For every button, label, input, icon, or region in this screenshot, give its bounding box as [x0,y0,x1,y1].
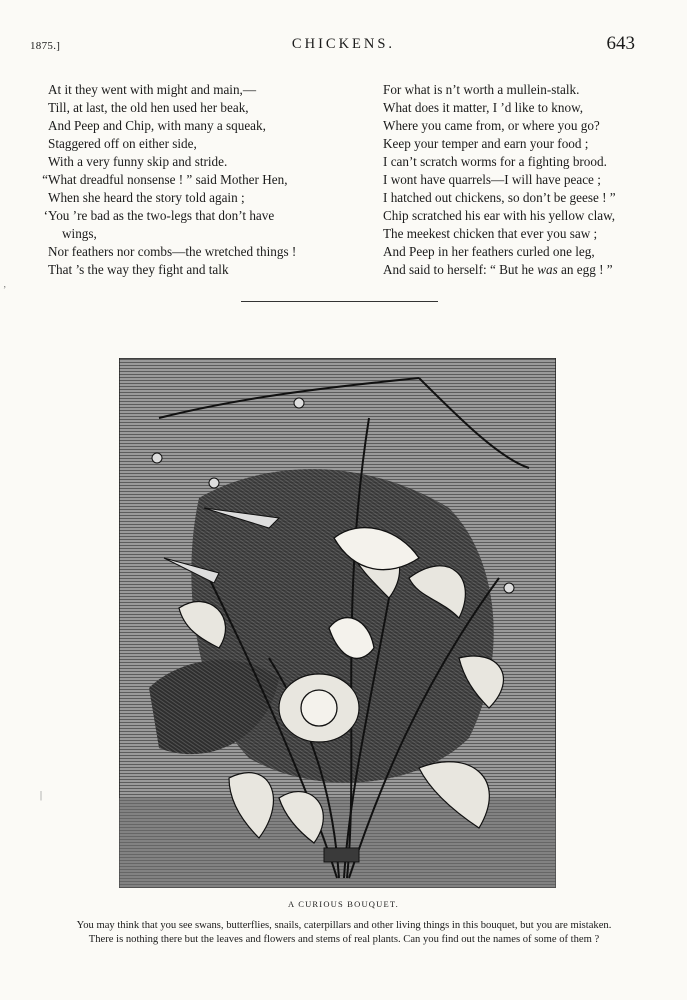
line-text: When she heard the story told again ; [48,190,245,205]
margin-mark: ’ [3,285,7,296]
poem-line-text [383,207,615,225]
poem-line [20,225,338,243]
opening-quote [20,117,48,135]
opening-quote [20,99,48,117]
line-text: And Peep and Chip, with many a squeak, [48,118,266,133]
opening-quote [355,99,383,117]
opening-quote [355,135,383,153]
poem-line-text [48,99,249,117]
poem-line [20,81,338,99]
opening-quote [355,153,383,171]
poem-line [355,117,671,135]
opening-quote [20,261,48,279]
illustration-caption: A CURIOUS BOUQUET. [288,899,399,909]
poem-line [355,207,671,225]
line-text: Where you came from, or where you go? [383,118,600,133]
poem-line-text [383,117,600,135]
opening-quote [355,207,383,225]
margin-mark: | [40,790,43,801]
line-text: I hatched out chickens, so don’t be geese ! ” [383,190,616,205]
poem-line [20,135,338,153]
poem-left-column [20,81,338,279]
opening-quote [20,225,48,243]
line-text: At it they went with might and main,— [48,82,257,97]
poem-line [20,99,338,117]
line-text: Keep your temper and earn your food ; [383,136,589,151]
poem-line-text [383,189,616,207]
line-text: And said to herself: “ But he [383,262,538,277]
poem-line [20,189,338,207]
poem-line [20,153,338,171]
poem-line-text [48,135,197,153]
line-text: I can’t scratch worms for a fighting brood. [383,154,607,169]
poem-line [20,207,338,225]
poem-line-text [48,153,227,171]
opening-quote [20,189,48,207]
poem-line [355,171,671,189]
poem-line [20,261,338,279]
poem-right-column [355,81,671,279]
poem-line-text [383,243,595,261]
illustration-note [30,919,658,947]
opening-quote: “ [42,172,48,187]
line-text: I wont have quarrels—I will have peace ; [383,172,601,187]
poem-line-text [383,99,583,117]
poem-line [355,135,671,153]
poem-line [20,243,338,261]
opening-quote [20,135,48,153]
header-year: 1875.] [30,40,61,52]
line-text: wings, [62,226,97,241]
poem-line [355,261,671,279]
poem-line [20,117,338,135]
running-title: CHICKENS. [291,36,396,52]
poem-line-text [48,261,229,279]
poem-line-text [383,135,588,153]
poem-line-text [48,117,266,135]
section-divider [241,301,438,302]
poem-line [355,153,671,171]
line-text: Till, at last, the old hen used her beak, [48,100,249,115]
line-text: With a very funny skip and stride. [48,154,228,169]
poem-line [355,189,671,207]
poem-line [355,81,671,99]
opening-quote [355,117,383,135]
poem-line-text [48,243,296,261]
note-line-1: You may think that you see swans, butterflies, snails, caterpillars and other living things in this bouquet, but you are mistaken. [76,920,612,931]
line-text: For what is n’t worth a mullein-stalk. [383,82,580,97]
line-text: Staggered off on either side, [48,136,197,151]
poem-line-text [383,81,579,99]
note-line-2: There is nothing there but the leaves and flowers and stems of real plants. Can you find out the names of some of them ? [88,934,600,945]
line-text: What dreadful nonsense ! ” said Mother Hen, [48,172,288,187]
line-text: And Peep in her feathers curled one leg, [383,244,595,259]
poem-line [20,171,338,189]
line-text: Chip scratched his ear with his yellow claw, [383,208,616,223]
poem-line-text [48,189,245,207]
opening-quote [20,153,48,171]
line-text-end: an egg ! ” [557,262,613,277]
opening-quote [355,171,383,189]
poem-line-text [48,225,97,243]
poem-line-text [383,225,597,243]
poem-line-text [383,261,613,279]
poem-line-text [383,153,607,171]
poem-line-text [383,171,601,189]
opening-quote [355,225,383,243]
line-text: You ’re bad as the two-legs that don’t have [48,208,275,223]
opening-quote [355,261,383,279]
opening-quote [355,81,383,99]
line-text: That ’s the way they fight and talk [48,262,229,277]
poem-line-text [48,207,274,225]
opening-quote [355,243,383,261]
opening-quote: ‘ [43,208,48,223]
italic-word: was [537,262,558,277]
line-text: What does it matter, I ’d like to know, [383,100,584,115]
line-text: The meekest chicken that ever you saw ; [383,226,598,241]
opening-quote [20,81,48,99]
page-number: 643 [606,33,635,54]
opening-quote [355,189,383,207]
poem-line [355,243,671,261]
poem-line [355,225,671,243]
opening-quote [20,243,48,261]
poem-line-text [48,171,288,189]
line-text: Nor feathers nor combs—the wretched things ! [48,244,297,259]
bouquet-engraving [119,358,556,888]
poem-line [355,99,671,117]
poem-line-text [48,81,256,99]
